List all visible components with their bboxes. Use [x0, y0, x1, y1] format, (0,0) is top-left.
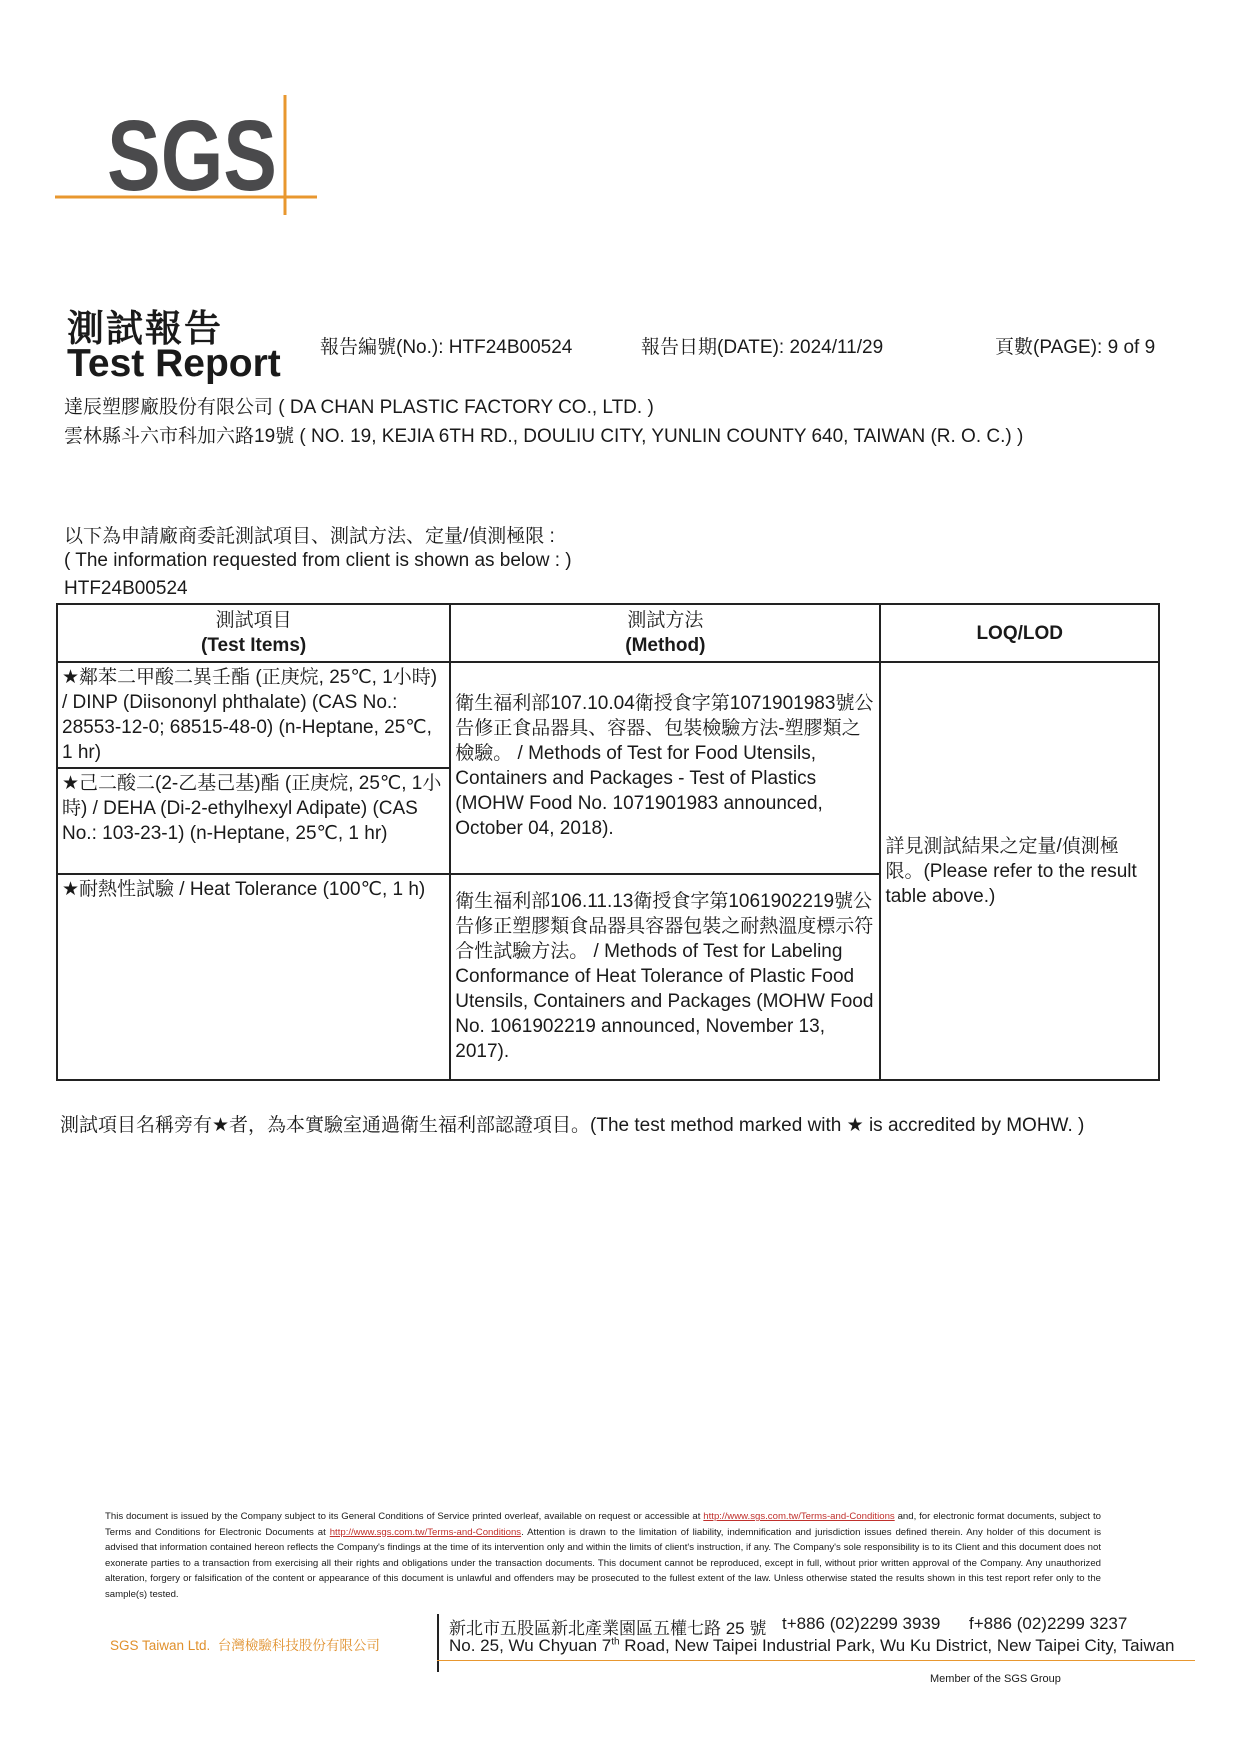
report-date: 報告日期(DATE): 2024/11/29: [641, 337, 884, 358]
footer-fax: f+886 (02)2299 3237: [969, 1614, 1128, 1633]
terms-link[interactable]: http://www.sgs.com.tw/Terms-and-Conditions: [703, 1511, 895, 1522]
client-address: 雲林縣斗六市科加六路19號 ( NO. 19, KEJIA 6TH RD., DOULIU CITY, YUNLIN COUNTY 640, TAIWAN (R. O. C.) ): [64, 426, 1024, 447]
test-info-table: [56, 603, 1160, 1081]
intro-cn: 以下為申請廠商委託測試項目、測試方法、定量/偵測極限 :: [64, 526, 555, 547]
intro-report-no: HTF24B00524: [64, 578, 188, 599]
test-item-heat-tolerance: ★耐熱性試驗 / Heat Tolerance (100℃, 1 h): [57, 874, 450, 1080]
footer-disclaimer: This document is issued by the Company subject to its General Conditions of Service printed overleaf, available on request or accessible at http://www.sgs.com.tw/Terms-and-Conditions and, for electronic format documents, subject to Terms and Conditions for Electronic Documents at http://www.sgs.com.tw/Terms-and-Conditions. Attention is drawn to the limitation of liability, indemnification and jurisdiction issues defined therein. Any holder of this document is advised that information contained hereon reflects the Company's findings at the time of its intervention only and within the limits of client's instruction, if any. The Company's sole responsibility is to its Client and this document does not exonerate parties to a transaction from exercising all their rights and obligations under the transaction documents. This document cannot be reproduced, except in full, without prior written approval of the Company. Any unauthorized alteration, forgery or falsification of the content or appearance of this document is unlawful and offenders may be prosecuted to the fullest extent of the law. Unless otherwise stated the results shown in this test report refer only to the sample(s) tested.: [105, 1511, 1101, 1600]
client-company: 達辰塑膠廠股份有限公司 ( DA CHAN PLASTIC FACTORY CO., LTD. ): [64, 397, 654, 418]
method-cell-2: 衛生福利部106.11.13衛授食字第1061902219號公告修正塑膠類食品器具容器包裝之耐熱溫度標示符合性試驗方法。 / Methods of Test for Labeling Conformance of Heat Tolerance of Plastic Food Utensils, Containers and Packages (MOHW Food No. 1061902219 announced, November 13, 2017).: [450, 874, 880, 1080]
method-cell-1: 衛生福利部107.10.04衛授食字第1071901983號公告修正食品器具、容器、包裝檢驗方法-塑膠類之檢驗。 / Methods of Test for Food Utensils, Containers and Packages - Test of Plastics (MOHW Food No. 1071901983 announced, October 04, 2018).: [450, 662, 880, 874]
header-loq: LOQ/LOD: [880, 604, 1159, 662]
intro-en: ( The information requested from client is shown as below : ): [64, 550, 572, 571]
header-method: 測試方法 (Method): [450, 604, 880, 662]
sgs-group-member: Member of the SGS Group: [930, 1673, 1061, 1685]
page-number: 頁數(PAGE): 9 of 9: [995, 337, 1156, 358]
electronic-terms-link[interactable]: http://www.sgs.com.tw/Terms-and-Conditions: [329, 1526, 522, 1538]
sgs-logo: [55, 95, 325, 215]
footer-phone: t+886 (02)2299 3939: [782, 1614, 941, 1633]
footer-divider: [437, 1614, 439, 1672]
table-header-row: [57, 604, 1159, 662]
header-test-items: 測試項目 (Test Items): [57, 604, 450, 662]
footer-address-en: No. 25, Wu Chyuan 7th Road, New Taipei Industrial Park, Wu Ku District, New Taipei City, Taiwan: [449, 1636, 1175, 1655]
report-title-en: Test Report: [67, 342, 281, 385]
footer-rule: [437, 1660, 1195, 1661]
footer-address-cn: 新北市五股區新北產業園區五權七路 25 號: [449, 1619, 767, 1638]
report-title-cn: 測試報告: [67, 307, 223, 350]
test-item-dinp: ★鄰苯二甲酸二異壬酯 (正庚烷, 25℃, 1小時) / DINP (Diisononyl phthalate) (CAS No.: 28553-12-0; 68515-48-0) (n-Heptane, 25℃, 1 hr): [57, 662, 450, 768]
footer-company: SGS Taiwan Ltd. 台灣檢驗科技股份有限公司: [110, 1638, 380, 1653]
test-item-deha: ★己二酸二(2-乙基己基)酯 (正庚烷, 25℃, 1小時) / DEHA (Di-2-ethylhexyl Adipate) (CAS No.: 103-23-1) (n-Heptane, 25℃, 1 hr): [57, 768, 450, 874]
table-row: [57, 662, 1159, 768]
logo-text: SGS: [107, 100, 277, 212]
loq-cell: 詳見測試結果之定量/偵測極限。(Please refer to the result table above.): [880, 662, 1159, 1080]
accreditation-note: 測試項目名稱旁有★者，為本實驗室通過衛生福利部認證項目。(The test method marked with ★ is accredited by MOHW. ): [60, 1115, 1085, 1136]
report-number: 報告編號(No.): HTF24B00524: [320, 337, 573, 358]
